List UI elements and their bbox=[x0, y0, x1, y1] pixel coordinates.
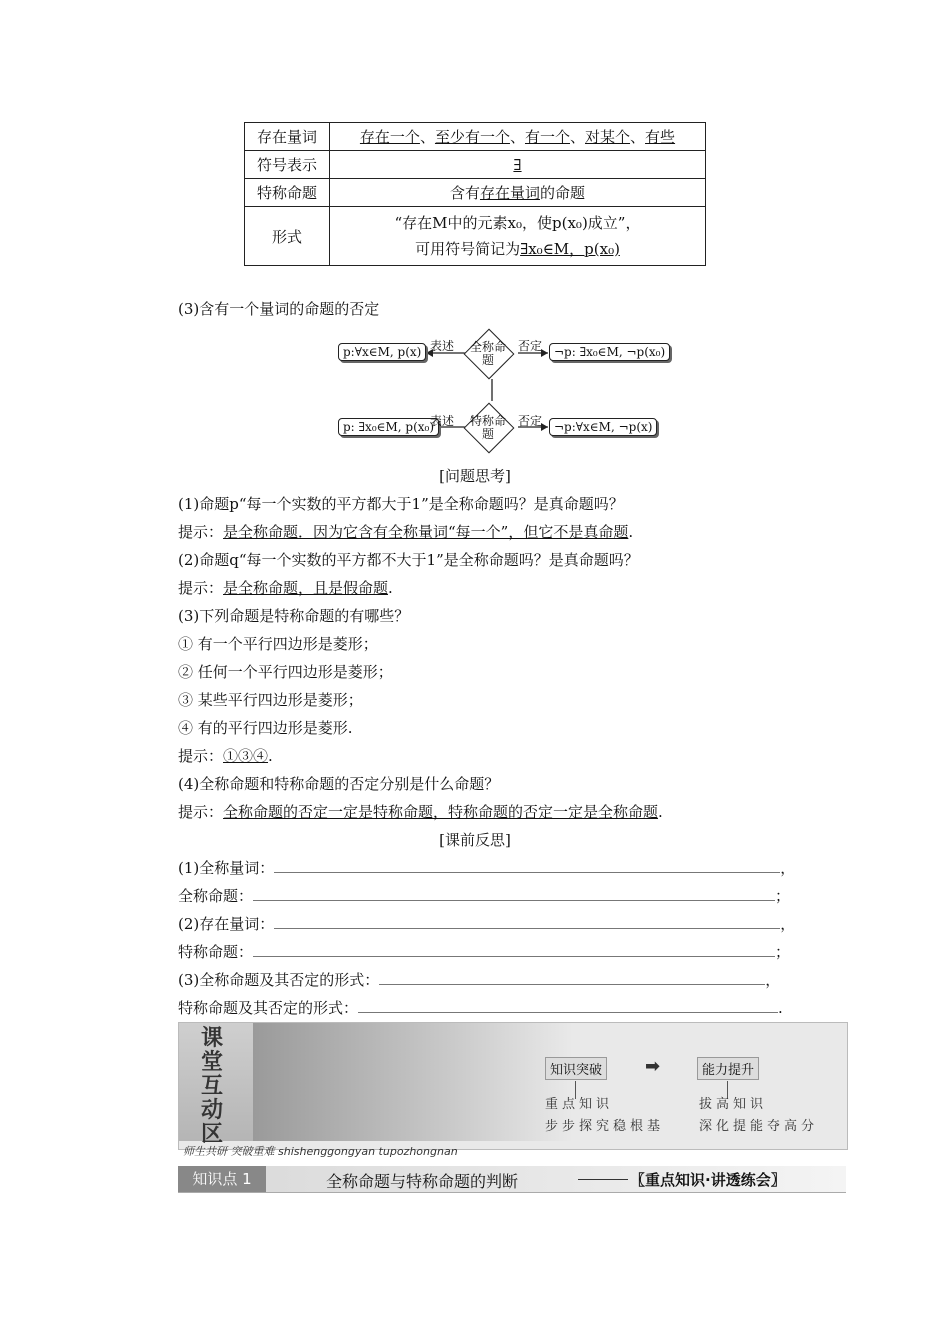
sep: 、 bbox=[570, 128, 586, 146]
question: (3)下列命题是特称命题的有哪些？ bbox=[178, 607, 410, 625]
section-title: [课前反思] bbox=[439, 831, 511, 849]
blank-field[interactable] bbox=[358, 1000, 778, 1013]
blank-field[interactable] bbox=[253, 944, 775, 957]
sep: 、 bbox=[630, 128, 646, 146]
knowledge-point-tagline: 〖重点知识·讲透练会〗 bbox=[630, 1171, 786, 1189]
diagram-box-universal: p:∀x∈M, p(x) bbox=[338, 343, 426, 361]
classroom-banner bbox=[178, 1022, 848, 1158]
answer-prefix: 提示： bbox=[178, 803, 224, 821]
arrow-label: 否定 bbox=[518, 414, 543, 428]
answer-text: 是全称命题．因为它含有全称量词“每一个”，但它不是真命题 bbox=[223, 523, 629, 541]
term: 有些 bbox=[645, 128, 676, 146]
banner-text: 步步探究稳根基 bbox=[545, 1119, 665, 1134]
answer: 提示：是全称命题，且是假命题. bbox=[178, 579, 393, 597]
answer-prefix: 提示： bbox=[178, 579, 224, 597]
text: 可用符号简记为 bbox=[415, 240, 521, 258]
blank-field[interactable] bbox=[274, 916, 780, 929]
section-title: [问题思考] bbox=[439, 467, 511, 485]
banner-subtitle: 师生共研 突破重难 shishenggongyan tupozhongnan bbox=[183, 1145, 458, 1158]
right-arrow-icon: ➡ bbox=[645, 1056, 661, 1077]
knowledge-point-label: 知识点 1 bbox=[178, 1166, 266, 1192]
blank-field[interactable] bbox=[379, 972, 765, 985]
diagram-diamond-label: 全称命题 bbox=[469, 340, 506, 367]
blank-label: (2)存在量词： bbox=[178, 915, 275, 933]
blank-end: ； bbox=[775, 943, 791, 961]
fill-blank-line bbox=[178, 857, 795, 878]
arrow-label: 表述 bbox=[430, 339, 455, 353]
text: 含有 bbox=[449, 184, 480, 202]
term: 对某个 bbox=[585, 128, 631, 146]
answer: 提示：全称命题的否定一定是特称命题，特称命题的否定一定是全称命题. bbox=[178, 803, 663, 821]
table-cell: 符号表示 bbox=[245, 151, 330, 179]
arrow-label: 表述 bbox=[430, 414, 455, 428]
text: 的命题 bbox=[540, 184, 586, 202]
table-cell: 特称命题 bbox=[245, 179, 330, 207]
blank-end: . bbox=[778, 999, 783, 1017]
diagram-box-existential-negation: ¬p:∀x∈M, ¬p(x) bbox=[549, 418, 657, 436]
option: ③ 某些平行四边形是菱形； bbox=[178, 691, 363, 709]
symbol: ∃ bbox=[513, 155, 522, 174]
fill-blank-line bbox=[178, 997, 783, 1018]
option: ① 有一个平行四边形是菱形； bbox=[178, 635, 378, 653]
term: 至少有一个 bbox=[434, 128, 510, 146]
table-row bbox=[245, 179, 706, 207]
question: (1)命题p“每一个实数的平方都大于1”是全称命题吗？是真命题吗？ bbox=[178, 495, 624, 513]
table-row bbox=[245, 123, 706, 151]
banner-tag: 知识突破 bbox=[545, 1057, 607, 1080]
answer-text: 是全称命题，且是假命题 bbox=[223, 579, 389, 597]
table-cell bbox=[330, 207, 706, 266]
question: (4)全称命题和特称命题的否定分别是什么命题？ bbox=[178, 775, 500, 793]
answer-prefix: 提示： bbox=[178, 523, 224, 541]
fill-blank-line bbox=[178, 969, 780, 990]
blank-label: (3)全称命题及其否定的形式： bbox=[178, 971, 380, 989]
blank-field[interactable] bbox=[253, 888, 775, 901]
table-cell: 形式 bbox=[245, 207, 330, 266]
blank-label: 特称命题： bbox=[178, 943, 254, 961]
diagram-box-universal-negation: ¬p: ∃x₀∈M, ¬p(x₀) bbox=[549, 343, 670, 361]
sep: 、 bbox=[419, 128, 435, 146]
table-cell: 存在量词 bbox=[245, 123, 330, 151]
table-row bbox=[245, 207, 706, 266]
arrow-label: 否定 bbox=[518, 339, 543, 353]
diagram-diamond-label: 特称命题 bbox=[469, 414, 506, 441]
answer-text: ①③④ bbox=[223, 747, 269, 765]
answer-prefix: 提示： bbox=[178, 747, 224, 765]
sep: 、 bbox=[509, 128, 525, 146]
knowledge-point-bar bbox=[178, 1166, 846, 1193]
banner-text: 拔高知识 bbox=[699, 1097, 768, 1112]
answer-text: 全称命题的否定一定是特称命题，特称命题的否定一定是全称命题 bbox=[223, 803, 659, 821]
blank-label: 全称命题： bbox=[178, 887, 254, 905]
answer: 提示：是全称命题．因为它含有全称量词“每一个”，但它不是真命题. bbox=[178, 523, 634, 541]
banner-text: 深化提能夺高分 bbox=[699, 1119, 819, 1134]
question: (2)命题q“每一个实数的平方都不大于1”是全称命题吗？是真命题吗？ bbox=[178, 551, 639, 569]
blank-end: ， bbox=[765, 971, 781, 989]
section-heading: (3)含有一个量词的命题的否定 bbox=[178, 300, 380, 318]
term: 存在量词 bbox=[479, 184, 540, 202]
form-line2 bbox=[336, 236, 699, 262]
knowledge-point-title: 全称命题与特称命题的判断 bbox=[326, 1172, 519, 1191]
blank-end: ， bbox=[780, 915, 796, 933]
option: ④ 有的平行四边形是菱形. bbox=[178, 719, 353, 737]
option: ② 任何一个平行四边形是菱形； bbox=[178, 663, 393, 681]
formula: ∃x₀∈M，p(x₀) bbox=[520, 240, 620, 258]
blank-label: (1)全称量词： bbox=[178, 859, 275, 877]
diagram-box-existential: p: ∃x₀∈M, p(x₀) bbox=[338, 418, 439, 436]
definition-table bbox=[244, 122, 706, 266]
blank-label: 特称命题及其否定的形式： bbox=[178, 999, 359, 1017]
banner-text: 重点知识 bbox=[545, 1097, 614, 1112]
fill-blank-line bbox=[178, 885, 790, 906]
term: 有一个 bbox=[524, 128, 570, 146]
classroom-photo bbox=[253, 1023, 573, 1141]
form-line1: “存在M中的元素x₀，使p(x₀)成立”， bbox=[394, 214, 641, 232]
answer: 提示：①③④. bbox=[178, 747, 273, 765]
term: 存在一个 bbox=[359, 128, 420, 146]
banner-tag: 能力提升 bbox=[697, 1057, 759, 1080]
divider bbox=[578, 1179, 628, 1180]
table-cell bbox=[330, 179, 706, 207]
table-row bbox=[245, 151, 706, 179]
fill-blank-line bbox=[178, 913, 795, 934]
blank-end: ， bbox=[780, 859, 796, 877]
blank-end: ； bbox=[775, 887, 791, 905]
table-cell bbox=[330, 123, 706, 151]
fill-blank-line bbox=[178, 941, 790, 962]
table-cell bbox=[330, 151, 706, 179]
banner-title: 课堂互动区 bbox=[201, 1026, 224, 1147]
blank-field[interactable] bbox=[274, 860, 780, 873]
